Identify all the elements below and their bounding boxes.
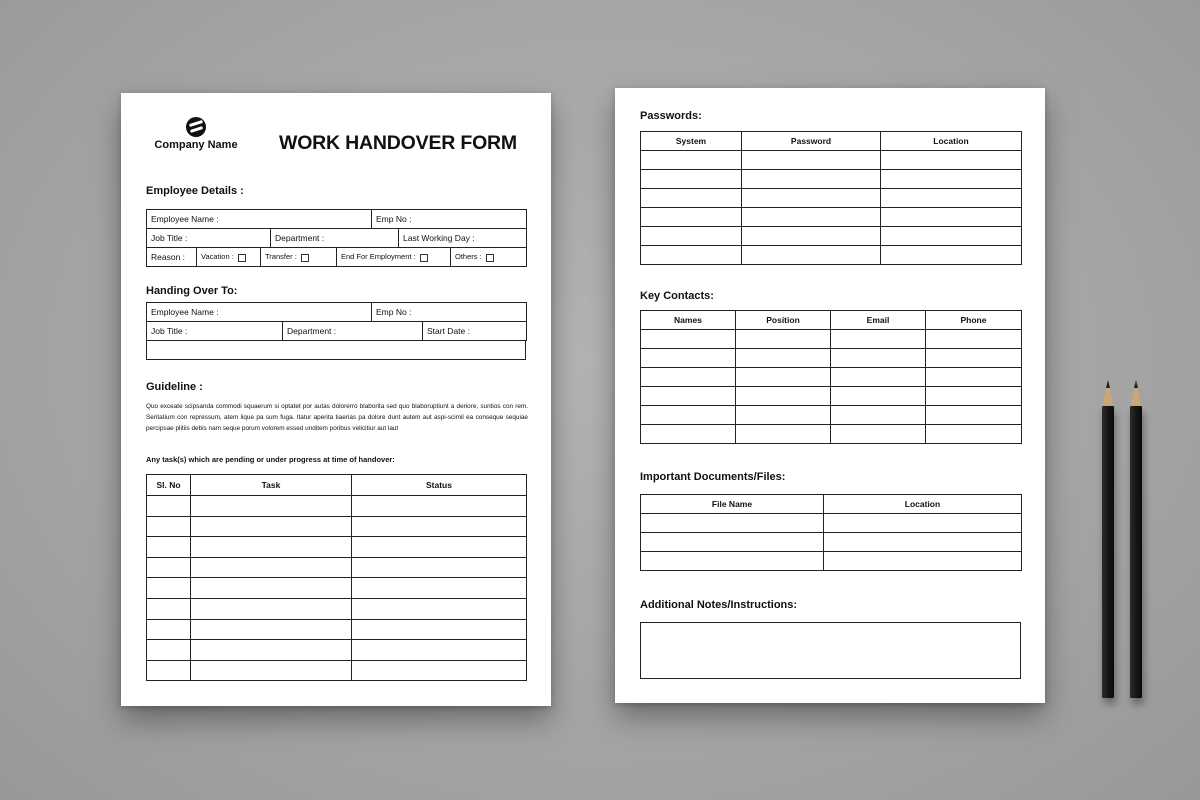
table-row [641,170,1022,189]
others-label: Others : [455,252,482,262]
passwords-table [640,131,1022,265]
form-title: WORK HANDOVER FORM [279,132,517,154]
guideline-text: Quo exceate scipsanda commodi squaerum si optatet por autas dolorerro blaborita sed quo blaboruptiunt a deriore, suntios con rem. Seritatium con repressum, atem lique pa sum fuga. Itatur aperita tiaerias pa dolore dunt autem aut aspi-scimil ea conseque sequiae percipsae plitiis debis nam seque porum volorem essed unditem poribus velicitiur aut laut [146,403,528,432]
reason-others-option[interactable] [451,248,527,267]
pencil-icon [1102,380,1114,698]
table-row [147,557,527,578]
handover-department-field[interactable]: Department : [283,322,423,341]
handover-extra-field[interactable] [146,340,526,360]
documents-table [640,494,1022,571]
department-field[interactable]: Department : [271,229,399,248]
key-contacts-table [640,310,1022,444]
employee-details-heading: Employee Details : [146,185,244,197]
notes-box[interactable] [640,622,1021,679]
documents-heading: Important Documents/Files: [640,471,786,483]
last-working-day-field[interactable]: Last Working Day : [399,229,527,248]
vacation-label: Vacation : [201,252,234,262]
reason-row [146,247,527,267]
tasks-header-sl-no: Sl. No [147,475,191,496]
employee-name-field[interactable]: Employee Name : [147,210,372,229]
table-row [641,552,1022,571]
table-row [641,533,1022,552]
job-title-field[interactable]: Job Title : [147,229,271,248]
handing-over-row2 [146,321,527,341]
pending-tasks-label: Any task(s) which are pending or under progress at time of handover: [146,455,395,464]
table-row [641,368,1022,387]
table-row [147,578,527,599]
employee-details-table [146,209,527,229]
table-row [147,660,527,681]
tasks-header-task: Task [191,475,352,496]
table-row [641,227,1022,246]
handover-job-title-field[interactable]: Job Title : [147,322,283,341]
handover-form-page-1 [121,93,551,706]
table-row [641,514,1022,533]
handover-form-page-2 [615,88,1045,703]
handing-over-row1 [146,302,527,322]
reason-label: Reason : [147,248,197,267]
table-row [147,598,527,619]
transfer-checkbox[interactable] [301,254,309,262]
table-row [641,425,1022,444]
vacation-checkbox[interactable] [238,254,246,262]
reason-vacation-option[interactable] [197,248,261,267]
employee-details-row2 [146,228,527,248]
passwords-heading: Passwords: [640,110,702,122]
passwords-header-password: Password [742,132,881,151]
key-contacts-heading: Key Contacts: [640,290,714,302]
table-row [641,349,1022,368]
notes-heading: Additional Notes/Instructions: [640,599,798,611]
reason-end-employment-option[interactable] [337,248,451,267]
handover-emp-no-field[interactable]: Emp No : [372,303,527,322]
table-row [641,151,1022,170]
table-row [641,406,1022,425]
contacts-header-position: Position [736,311,831,330]
handover-start-date-field[interactable]: Start Date : [423,322,527,341]
handing-over-heading: Handing Over To: [146,285,238,297]
pencil-icon [1130,380,1142,698]
reason-transfer-option[interactable] [261,248,337,267]
documents-header-file-name: File Name [641,495,824,514]
contacts-header-email: Email [831,311,926,330]
transfer-label: Transfer : [265,252,297,262]
handover-employee-name-field[interactable]: Employee Name : [147,303,372,322]
table-row [641,189,1022,208]
table-row [147,496,527,517]
table-row [147,619,527,640]
table-row [147,640,527,661]
table-row [147,537,527,558]
pending-tasks-table [146,474,527,681]
table-row [147,516,527,537]
table-row [641,208,1022,227]
others-checkbox[interactable] [486,254,494,262]
passwords-header-system: System [641,132,742,151]
documents-header-location: Location [824,495,1022,514]
table-row [641,330,1022,349]
end-for-employment-label: End For Employment : [341,252,416,262]
contacts-header-phone: Phone [926,311,1022,330]
passwords-header-location: Location [881,132,1022,151]
company-name: Company Name [154,139,238,151]
tasks-header-status: Status [352,475,527,496]
guideline-heading: Guideline : [146,381,203,393]
end-for-employment-checkbox[interactable] [420,254,428,262]
emp-no-field[interactable]: Emp No : [372,210,527,229]
contacts-header-names: Names [641,311,736,330]
table-row [641,387,1022,406]
company-logo-icon [186,117,206,137]
table-row [641,246,1022,265]
